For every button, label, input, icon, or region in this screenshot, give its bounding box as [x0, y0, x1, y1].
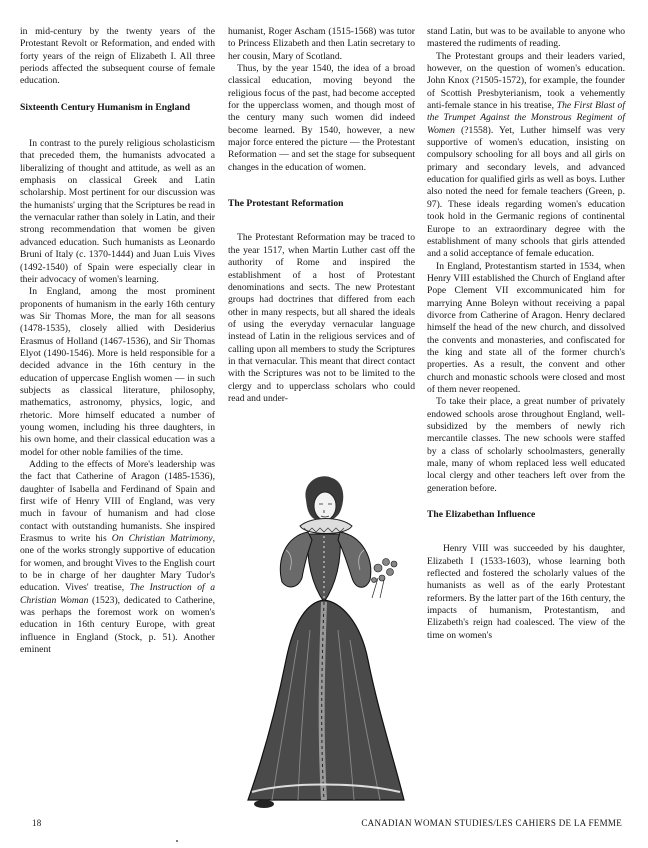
text-run: (?1558). Yet, Luther himself was very supportive of women's education, insisting on compulsory schooling for all boys and all girls on primary and secondary levels, and advanced education for qualified girls as well as boys. Luther also noted the need for female teachers (Green, p. 97). These ideals regarding women's education took hold in the Germanic regions of continental Europe to an extraordinary degree with the establishment of many schools that girls attended and a solid acceptance of female education. [427, 124, 625, 260]
heading-protestant-reformation: The Protestant Reformation [228, 198, 344, 210]
column-1-paragraph-3: In England, among the most prominent proponents of humanism in the early 16th century was Sir Thomas More, the man for all seasons (1478-1535), closely allied with Desiderius Erasmus of Holland (1467-1536), and Sir Thomas Elyot (1490-1546). More is held responsible for a decided advance in the 16th century in the education of uppercase English women — in such subjects as classical literature, philosophy, mathematics, astronomy, physics, logic, and rhetoric. More himself educated a number of young women, including his three daughters, in his own home, and their classical education was a model for other noble families of the time. [20, 286, 215, 458]
page-number: 18 [32, 818, 42, 828]
column-2-paragraph-3: The Protestant Reformation may be traced to the year 1517, when Martin Luther cast off the authority of Rome and inspired the establishment of a host of Protestant denominations and sects. The new Protestant groups had doctrines that differed from each other in many respects, but all shared the ideals of using the everyday vernacular language instead of Latin in the religious services and of calling upon all members to study the Scriptures in that vernacular. This meant that direct contact with the Scriptures was not to be limited to the clergy and to upperclass scholars who could read and under- [228, 232, 415, 404]
page-footer [20, 818, 628, 832]
column-3-paragraph-1: stand Latin, but was to be available to anyone who mastered the rudiments of reading. [427, 26, 625, 50]
text-run: , one of the works strongly supportive of education for women, and brought Vives to the English court to be in charge of her daughter Mary Tudor's education. Vives' treatise, [20, 533, 215, 594]
illustration-elizabethan-woman [228, 470, 420, 815]
scan-speck [176, 840, 178, 842]
text-run: Adding to the effects of More's leadership was the fact that Catherine of Aragon (1485-1536), daughter of Isabella and Ferdinand of Spain and first wife of Henry VIII of England, was very much in favour of humanism and had close contact with outstanding humanists. She inspired Erasmus to write his [20, 459, 215, 545]
heading-humanism: Sixteenth Century Humanism in England [20, 101, 191, 113]
book-title-instruction-christian-woman: The Instruction of a Christian Woman [20, 582, 215, 606]
column-1-paragraph-2: In contrast to the purely religious scholasticism that preceded them, the humanists advocated a liberalizing of thought and attitude, as well as an emphasis on classical Greek and Latin scholarship. Most pertinent for our discussion was the humanists' urging that the Scriptures be read in the vernacular rather than solely in Latin, and their strong recommendation that women be given advanced education. Such humanists as Leonardo Bruni of Italy (c. 1370-1444) and Juan Luis Vives (1492-1540) of Spain were especially clear in their advocacy of women's learning. [20, 138, 215, 285]
column-3-paragraph-4: To take their place, a great number of privately endowed schools arose throughout England, well-subsidized by the members of newly rich mercantile classes. The new schools were staffed by a class of scholarly schoolmasters, generally male, many of whom replaced less well educated local clergy and other teachers left over from the generation before. [427, 396, 625, 494]
column-3-paragraph-3: In England, Protestantism started in 1534, when Henry VIII established the Church of England after Pope Clement VII excommunicated him for marrying Anne Boleyn without receiving a papal divorce from Catherine of Aragon. Henry declared himself the head of the new church, and dissolved the convents and monasteries, and confiscated for the king and state all of the former church's properties. As a result, the convent and other church and monastic schools were closed and most of them never reopened. [427, 260, 625, 395]
book-title-christian-matrimony: On Christian Matrimony [111, 533, 213, 545]
column-1-paragraph-1: in mid-century by the twenty years of the Protestant Revolt or Reformation, and ended with forty years of the reign of Elizabeth I. All three periods affected the subsequent course of female education. [20, 26, 215, 87]
column-3 [427, 26, 625, 642]
column-1 [20, 26, 215, 657]
book-title-first-blast: The First Blast of the Trumpet Against the Monstrous Regiment of Women [427, 100, 625, 136]
column-2-paragraph-2: Thus, by the year 1540, the idea of a broad classical education, moving beyond the religious focus of the past, had become accepted for the upperclass women, and though most of the century many such women did indeed become learned. By 1540, however, a new major force entered the picture — the Protestant Reformation — and set the stage for subsequent changes in the education of women. [228, 63, 415, 173]
journal-title: CANADIAN WOMAN STUDIES/LES CAHIERS DE LA FEMME [361, 818, 622, 828]
column-1-paragraph-4 [20, 459, 215, 657]
column-2 [228, 26, 415, 405]
text-run: The Protestant groups and their leaders varied, however, on the question of women's education. John Knox (?1505-1572), for example, the founder of Scottish Presbyterianism, took a vehemently anti-female stance in his treatise, [427, 50, 625, 112]
text-run: (1523), dedicated to Catherine, was perhaps the foremost work on women's education in 16th century Europe, with great influence in England (Stock, p. 51). Another eminent [20, 594, 215, 656]
column-3-paragraph-2 [427, 51, 625, 261]
column-2-paragraph-1: humanist, Roger Ascham (1515-1568) was tutor to Princess Elizabeth and then Latin secretary to her cousin, Mary of Scotland. [228, 26, 415, 62]
heading-elizabethan-influence: The Elizabethan Influence [427, 509, 536, 521]
column-3-paragraph-5: Henry VIII was succeeded by his daughter, Elizabeth I (1533-1603), whose learning both reflected and fostered the scholarly values of the humanists as well as of the early Protestant reformers. By the latter part of the 16th century, the impacts of humanism, Protestantism, and Elizabeth's reign had coalesced. The view of the time on women's [427, 543, 625, 641]
